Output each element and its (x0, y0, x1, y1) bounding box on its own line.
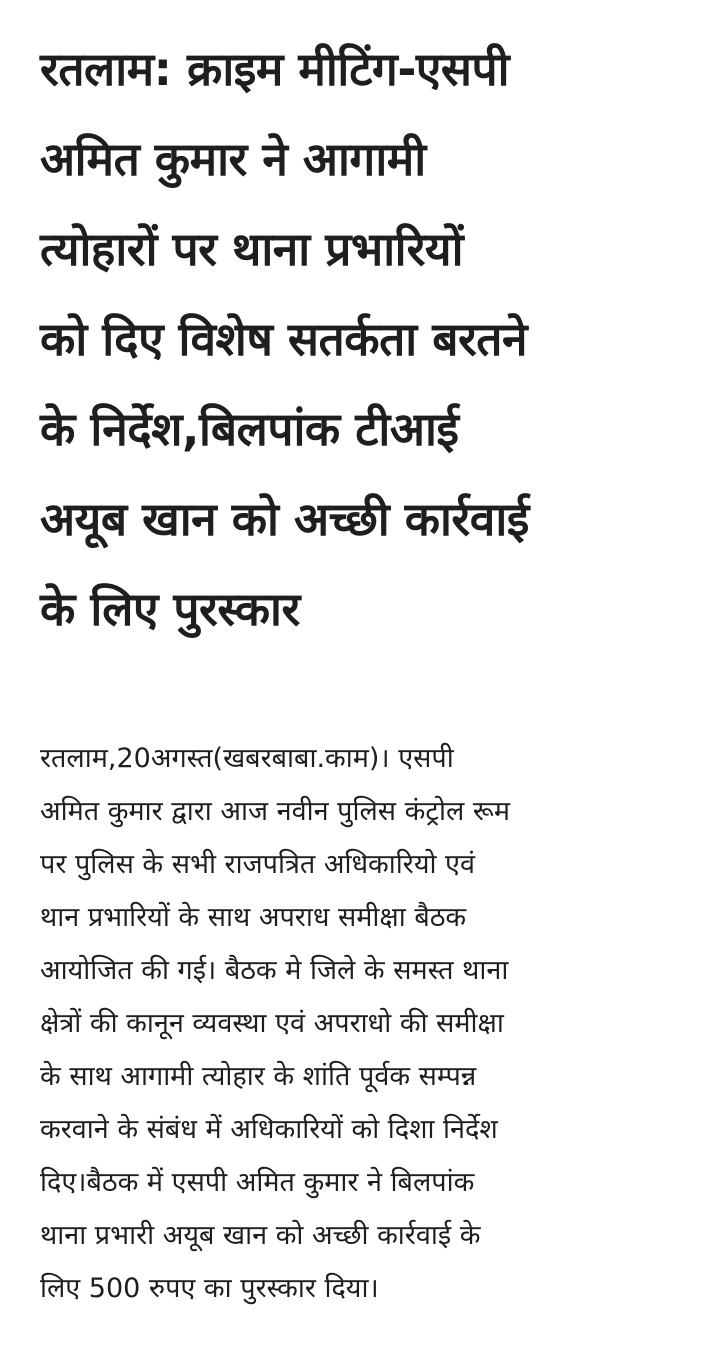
body-line: दिए।बैठक में एसपी अमित कुमार ने बिलपांक (40, 1167, 475, 1198)
headline-line: रतलाम: क्राइम मीटिंग-एसपी (40, 42, 509, 96)
headline-line: को दिए विशेष सतर्कता बरतने (40, 312, 528, 366)
headline-line: अमित कुमार ने आगामी (40, 132, 426, 186)
news-article (40, 24, 690, 654)
body-line: क्षेत्रों की कानून व्यवस्था एवं अपराधो की समीक्षा (40, 1008, 504, 1039)
headline-line: के लिए पुरस्कार (40, 582, 300, 636)
article-body (40, 732, 690, 1315)
headline-line: अयूब खान को अच्छी कार्रवाई (40, 492, 529, 546)
article-headline (40, 24, 690, 654)
body-line: करवाने के संबंध में अधिकारियों को दिशा निर्देश (40, 1114, 498, 1145)
headline-line: के निर्देश,बिलपांक टीआई (40, 402, 459, 456)
headline-line: त्योहारों पर थाना प्रभारियों (40, 222, 463, 276)
body-line: थान प्रभारियों के साथ अपराध समीक्षा बैठक (40, 902, 467, 933)
body-line: थाना प्रभारी अयूब खान को अच्छी कार्रवाई के (40, 1220, 481, 1251)
body-line: अमित कुमार द्वारा आज नवीन पुलिस कंट्रोल रूम (40, 796, 510, 827)
body-line: पर पुलिस के सभी राजपत्रित अधिकारियो एवं (40, 849, 476, 880)
body-line: रतलाम,20अगस्त(खबरबाबा.काम)। एसपी (40, 743, 454, 774)
body-line: आयोजित की गई। बैठक मे जिले के समस्त थाना (40, 955, 509, 986)
body-line: लिए 500 रुपए का पुरस्कार दिया। (40, 1273, 379, 1304)
body-line: के साथ आगामी त्योहार के शांति पूर्वक सम्पन्न (40, 1061, 477, 1092)
